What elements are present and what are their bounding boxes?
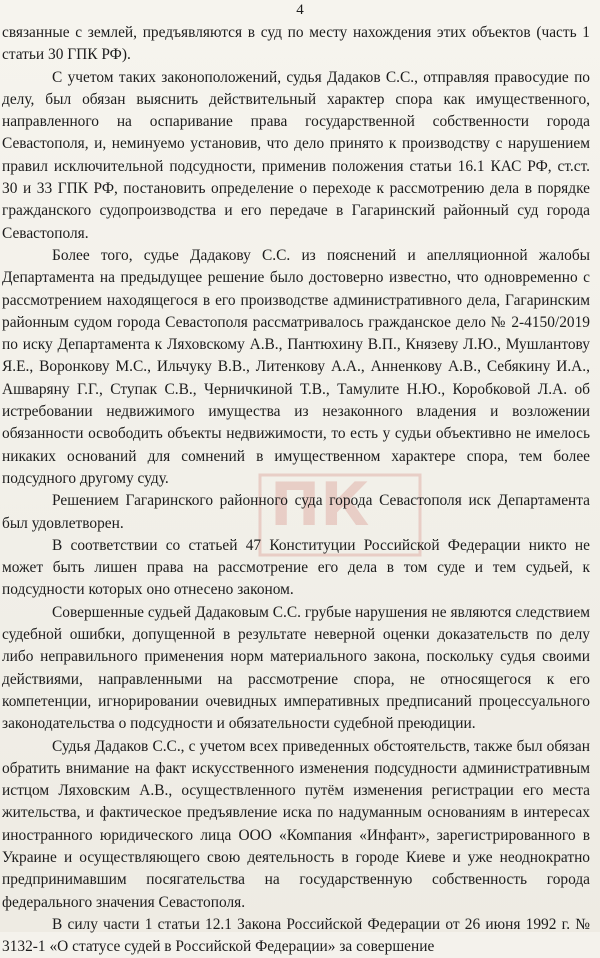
- paragraph-4: Решением Гагаринского районного суда города Севастополя иск Департамента был удовлетворен.: [2, 492, 590, 532]
- paragraph-5: В соответствии со статьей 47 Конституции Российской Федерации никто не может быть лишен права на рассмотрение его дела в том суде и тем судьей, к подсудности которых оно отнесено законом.: [2, 536, 590, 599]
- page-number: 4: [296, 2, 304, 18]
- paragraph-1: связанные с землей, предъявляются в суд по месту нахождения этих объектов (часть 1 статьи 30 ГПК РФ).: [2, 24, 590, 64]
- svg-text:ПК: ПК: [270, 470, 370, 540]
- paragraph-7: Судья Дадаков С.С., с учетом всех приведенных обстоятельств, также был обязан обратить внимание на факт искусственного изменения подсудности административным истцом Ляховским А.В., осуществленного путём изменения регистрации его места жительства, и фактическое предъявление иска по надуманным основаниям в интересах иностранного юридического лица ООО «Компания «Инфант», зарегистрированного в Украине и осуществляющего свою деятельность в городе Киеве и уже неоднократно предпринимавшим посягательства на государственную собственность города федерального значения Севастополя.: [2, 737, 590, 911]
- paragraph-3: Более того, судье Дадакову С.С. из пояснений и апелляционной жалобы Департамента на предыдущее решение было достоверно известно, что одновременно с рассмотрением находящегося в его производстве административного дела, Гагаринским районным судом города Севастополя рассматривалось гражданское дело № 2-4150/2019 по иску Департамента к Ляховскому А.В., Пантюхину В.П., Князеву Л.Ю., Мушлантову Я.Е., Воронкову М.С., Ильчуку В.В., Литенкову А.А., Анненкову А.В., Себякину И.А., Ашваряну Г.Г., Ступак С.В., Черничкиной Т.В., Тамулите Н.Ю., Коробковой Л.А. об истребовании недвижимого имущества из незаконного владения и возложении обязанности освободить объекты недвижимости, то есть у судьи объективно не имелось никаких оснований для сомнений в имущественном характере спора, тем более подсудного другому суду.: [2, 246, 590, 487]
- paragraph-2: С учетом таких законоположений, судья Дадаков С.С., отправляя правосудие по делу, был обязан выяснить действительный характер спора как имущественного, направленного на оспаривание права государственной собственности города Севастополя, и, неминуемо установив, что дело принято к производству с нарушением правил исключительной подсудности, применив положения статьи 16.1 КАС РФ, ст.ст. 30 и 33 ГПК РФ, постановить определение о переходе к рассмотрению дела в порядке гражданского судопроизводства и его передаче в Гагаринский районный суд города Севастополя.: [2, 68, 590, 242]
- paragraph-8: В силу части 1 статьи 12.1 Закона Российской Федерации от 26 июня 1992 г. № 3132-1 «О статусе судей в Российской Федерации» за совершение: [2, 915, 590, 956]
- paragraph-6: Совершенные судьей Дадаковым С.С. грубые нарушения не являются следствием судебной ошибки, допущенной в результате неверной оценки доказательств по делу либо неправильного применения норм материального закона, поскольку судья своими действиями, направленными на рассмотрение спора, не относящегося к его компетенции, игнорировании очевидных императивных предписаний процессуального законодательства о подсудности и обязательности судебной преюдиции.: [2, 603, 590, 733]
- document-body: [2, 22, 590, 958]
